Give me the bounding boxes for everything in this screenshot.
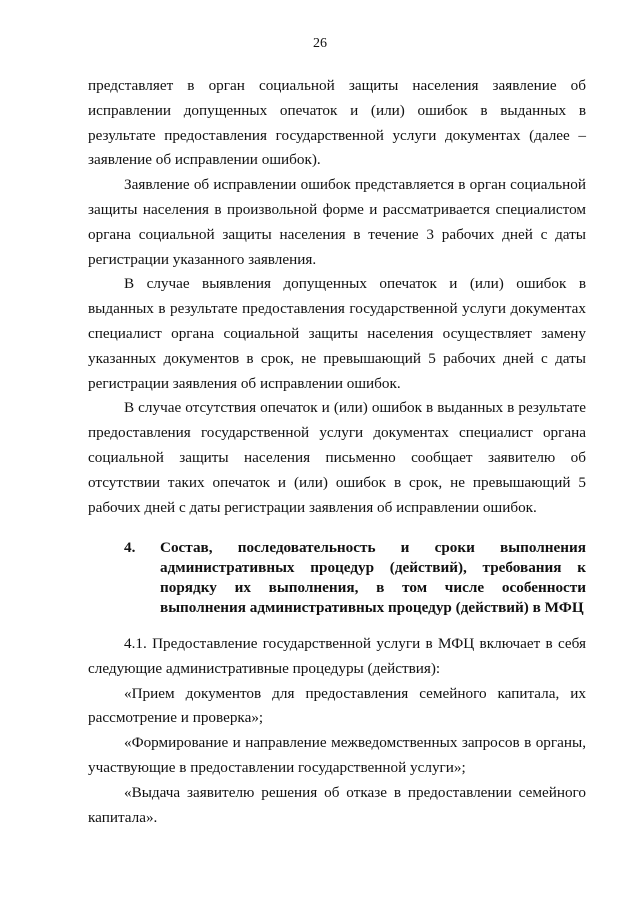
paragraph-continuation: представляет в орган социальной защиты населения заявление об исправлении допущенных опечаток и (или) ошибок в выданных в результате предоставления государственной услуги документах (далее – заявление об исправлении ошибок).: [88, 77, 586, 169]
section-title: Состав, последовательность и сроки выполнения административных процедур (действий), требования к порядку их выполнения, в том числе особенности выполнения административных процедур (действий) в МФЦ: [160, 539, 586, 616]
list-item: «Формирование и направление межведомственных запросов в органы, участвующие в предоставлении государственной услуги»;: [88, 734, 586, 776]
paragraph: Заявление об исправлении ошибок представляется в орган социальной защиты населения в произвольной форме и рассматривается специалистом органа социальной защиты населения в течение 3 рабочих дней с даты регистрации указанного заявления.: [88, 176, 586, 268]
section-body: [88, 632, 586, 830]
list-item: «Прием документов для предоставления семейного капитала, их рассмотрение и проверка»;: [88, 684, 586, 727]
paragraph: В случае выявления допущенных опечаток и (или) ошибок в выданных в результате предоставления государственной услуги документах специалист органа социальной защиты населения осуществляет замену указанных документов в срок, не превышающий 5 рабочих дней с даты регистрации заявления об исправлении ошибок.: [88, 275, 586, 392]
body-text: [88, 74, 586, 520]
paragraph: В случае отсутствия опечаток и (или) ошибок в выданных в результате предоставления государственной услуги документах специалист органа социальной защиты населения письменно сообщает заявителю об отсутствии таких опечаток и (или) ошибок в срок, не превышающий 5 рабочих дней с даты регистрации заявления об исправлении ошибок.: [88, 399, 586, 516]
list-item: «Выдача заявителю решения об отказе в предоставлении семейного капитала».: [88, 783, 586, 826]
section-heading: [88, 538, 586, 618]
page-number: 26: [313, 36, 327, 51]
section-number: 4.: [124, 539, 136, 556]
paragraph: 4.1. Предоставление государственной услуги в МФЦ включает в себя следующие административные процедуры (действия):: [88, 635, 586, 677]
